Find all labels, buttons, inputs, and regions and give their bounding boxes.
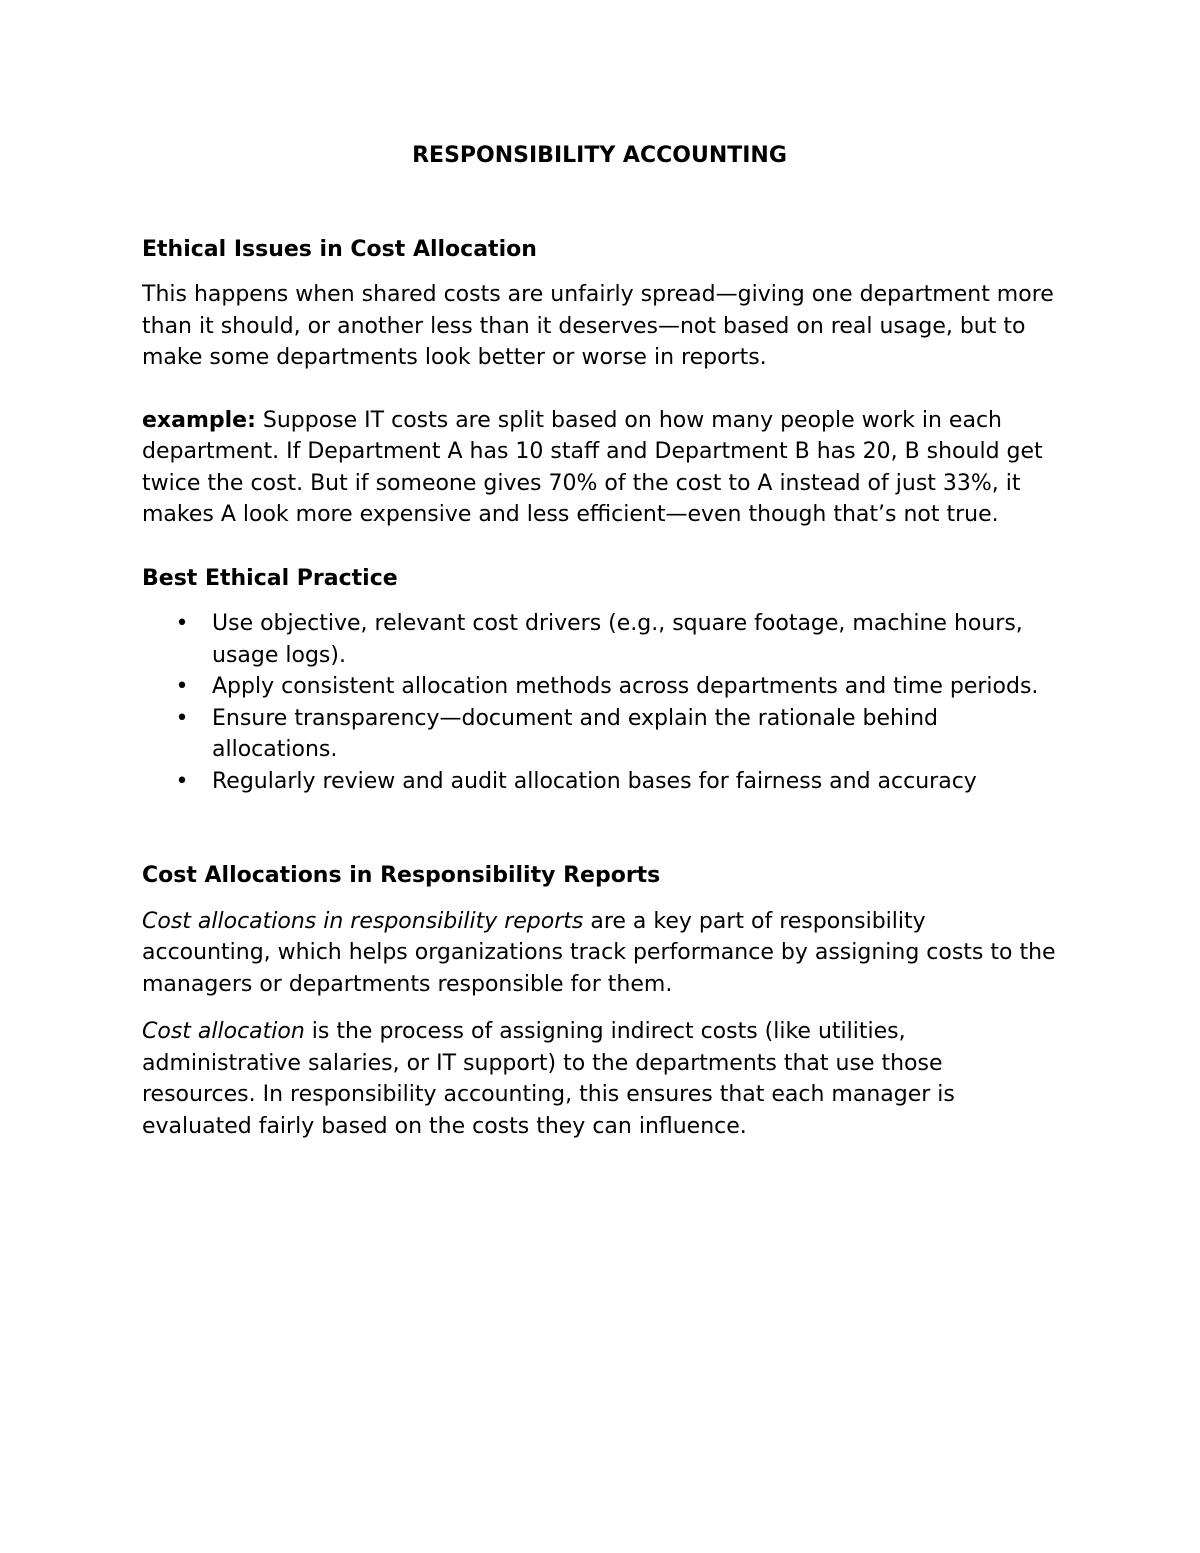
cost-allocation-text: is the process of assigning indirect costs (like utilities, administrative salaries, or IT support) to the departments that use those resources. In responsibility accounting, this ensures that each manager is evaluated fairly based on the costs they can influence. bbox=[142, 1019, 955, 1139]
example-label: example: bbox=[142, 407, 256, 433]
document-title: RESPONSIBILITY ACCOUNTING bbox=[412, 143, 787, 168]
section-heading-best-practice: Best Ethical Practice bbox=[142, 565, 398, 591]
list-item bbox=[142, 703, 1057, 766]
cost-allocations-paragraph bbox=[142, 906, 1057, 1001]
bullet-icon: • bbox=[175, 674, 189, 699]
list-item-text: Apply consistent allocation methods across departments and time periods. bbox=[212, 674, 1039, 699]
best-practice-list bbox=[142, 608, 1057, 797]
cost-allocations-text: are a key part of responsibility accounting, which helps organizations track performance by assigning costs to the managers or departments responsible for them. bbox=[142, 908, 1056, 997]
list-item-text: Use objective, relevant cost drivers (e.g., square footage, machine hours, usage logs). bbox=[212, 611, 1023, 668]
section-heading-cost-allocations: Cost Allocations in Responsibility Reports bbox=[142, 863, 661, 888]
list-item bbox=[142, 608, 1057, 671]
cost-allocation-definition-paragraph bbox=[142, 1016, 1057, 1142]
bullet-icon: • bbox=[175, 768, 189, 794]
list-item-text: Regularly review and audit allocation bases for fairness and accuracy bbox=[212, 768, 977, 794]
cost-allocation-term: Cost allocation bbox=[142, 1019, 305, 1044]
example-text: Suppose IT costs are split based on how many people work in each department. If Department A has 10 staff and Department B has 20, B should get twice the cost. But if someone gives 70% of the cost to A instead of just 33%, it makes A look more expensive and less efficient—even though that’s not true. bbox=[142, 407, 1043, 527]
ethical-issues-paragraph: This happens when shared costs are unfairly spread—giving one department more than it should, or another less than it deserves—not based on real usage, but to make some departments look better or worse in reports. bbox=[142, 282, 1054, 370]
bullet-icon: • bbox=[175, 611, 189, 636]
cost-allocations-term: Cost allocations in responsibility reports bbox=[142, 908, 584, 934]
bullet-icon: • bbox=[175, 705, 189, 731]
list-item-text: Ensure transparency—document and explain the rationale behind allocations. bbox=[212, 705, 938, 762]
list-item bbox=[142, 671, 1057, 703]
list-item bbox=[142, 766, 1057, 798]
section-heading-ethical-issues: Ethical Issues in Cost Allocation bbox=[142, 236, 537, 262]
example-paragraph bbox=[142, 405, 1057, 531]
document-body bbox=[142, 140, 1057, 1142]
